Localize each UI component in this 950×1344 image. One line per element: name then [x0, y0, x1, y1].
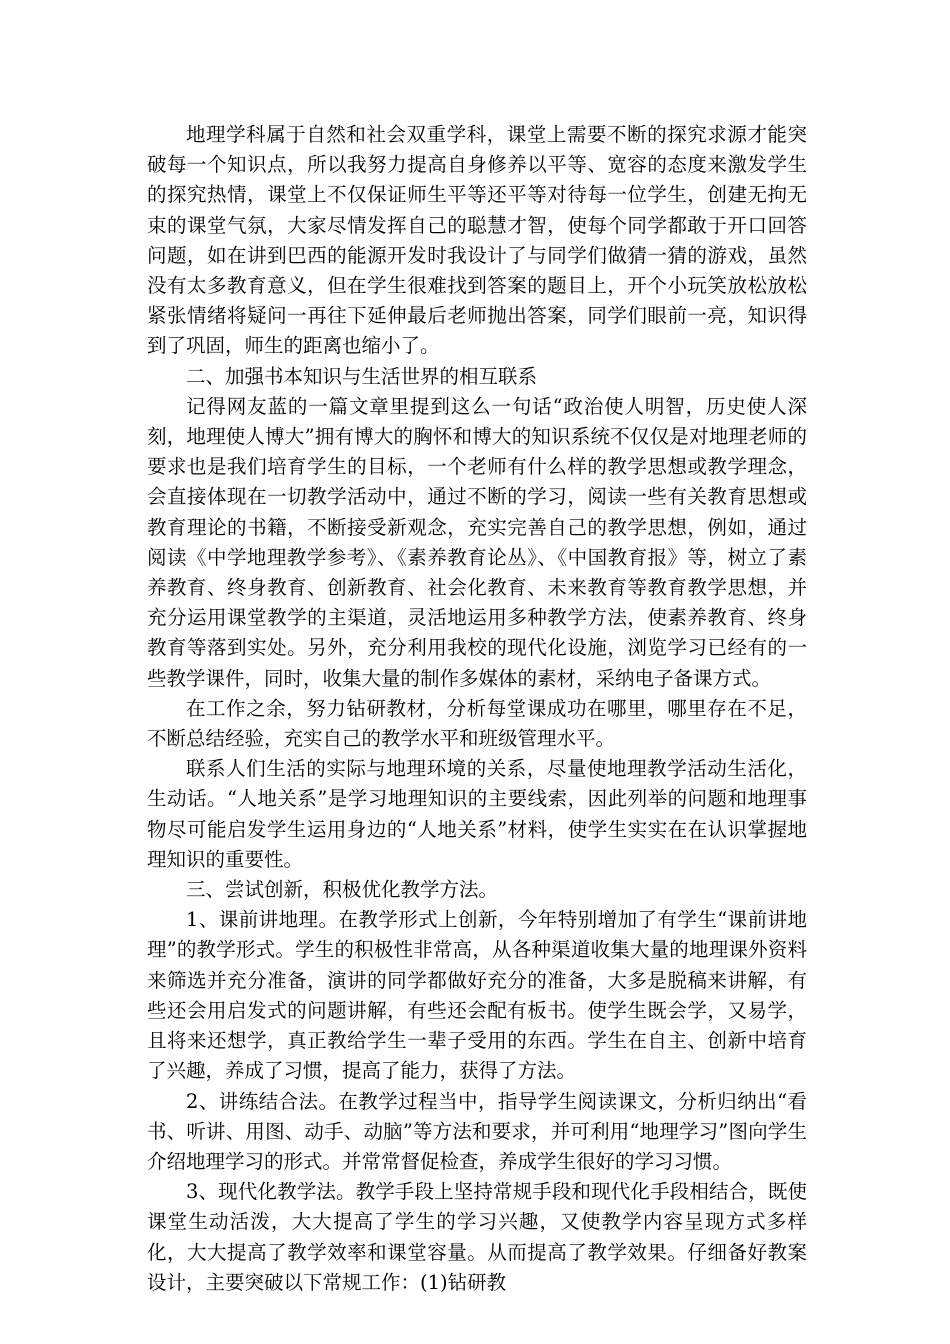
paragraph-modern-teaching: 3、现代化教学法。教学手段上坚持常规手段和现代化手段相结合，既使课堂生动活泼，大大提高了学生的学习兴趣，又使教学内容呈现方式多样化，大大提高了教学效率和课堂容量。从而提高了教学效果。仔细备好教案设计，主要突破以下常规工作：(1)钻研教: [147, 1180, 807, 1294]
section-heading-two: 二、加强书本知识与生活世界的相互联系: [186, 364, 538, 388]
paragraph-study-materials: 在工作之余，努力钻研教材，分析每堂课成功在哪里，哪里存在不足，不断总结经验，充实自己的教学水平和班级管理水平。: [147, 696, 807, 751]
paragraph-lecture-practice: 2、讲练结合法。在教学过程当中，指导学生阅读课文，分析归纳出“看书、听讲、用图、动手、动脑”等方法和要求，并可利用“地理学习”图向学生介绍地理学习的形式。并常常督促检查，养成学生很好的学习习惯。: [147, 1089, 807, 1173]
section-heading-three: 三、尝试创新，积极优化教学方法。: [186, 878, 499, 902]
paragraph-pre-class-geography: 1、课前讲地理。在教学形式上创新，今年特别增加了有学生“课前讲地理”的教学形式。学生的积极性非常高，从各种渠道收集大量的地理课外资料来筛选并充分准备，演讲的同学都做好充分的准备，大多是脱稿来讲解，有些还会用启发式的问题讲解，有些还会配有板书。使学生既会学，又易学，且将来还想学，真正教给学生一辈子受用的东西。学生在自主、创新中培育了兴趣，养成了习惯，提高了能力，获得了方法。: [147, 908, 807, 1083]
paragraph-classroom-atmosphere: 地理学科属于自然和社会双重学科，课堂上需要不断的探究求源才能突破每一个知识点，所以我努力提高自身修养以平等、宽容的态度来激发学生的探究热情，课堂上不仅保证师生平等还平等对待每一位学生，创建无拘无束的课堂气氛，大家尽情发挥自己的聪慧才智，使每个同学都敢于开口回答问题，如在讲到巴西的能源开发时我设计了与同学们做猜一猜的游戏，虽然没有太多教育意义，但在学生很难找到答案的题目上，开个小玩笑放松放松紧张情绪将疑问一再往下延伸最后老师抛出答案，同学们眼前一亮，知识得到了巩固，师生的距离也缩小了。: [147, 123, 807, 358]
document-page: [147, 120, 807, 1298]
paragraph-teaching-ideas: 记得网友蓝的一篇文章里提到这么一句话“政治使人明智，历史使人深刻，地理使人博大”拥有博大的胸怀和博大的知识系统不仅仅是对地理老师的要求也是我们培育学生的目标，一个老师有什么样的教学思想或教学理念，会直接体现在一切教学活动中，通过不断的学习，阅读一些有关教育思想或教育理论的书籍，不断接受新观念，充实完善自己的教学思想，例如，通过阅读《中学地理教学参考》、《素养教育论丛》、《中国教育报》等，树立了素养教育、终身教育、创新教育、社会化教育、未来教育等教育教学思想，并充分运用课堂教学的主渠道，灵活地运用多种教学方法，使素养教育、终身教育等落到实处。另外，充分利用我校的现代化设施，浏览学习已经有的一些教学课件，同时，收集大量的制作多媒体的素材，采纳电子备课方式。: [147, 394, 807, 690]
paragraph-human-land-relation: 联系人们生活的实际与地理环境的关系，尽量使地理教学活动生活化，生动话。“人地关系”是学习地理知识的主要线索，因此列举的问题和地理事物尽可能启发学生运用身边的“人地关系”材料，使学生实实在在认识掌握地理知识的重要性。: [147, 757, 807, 871]
